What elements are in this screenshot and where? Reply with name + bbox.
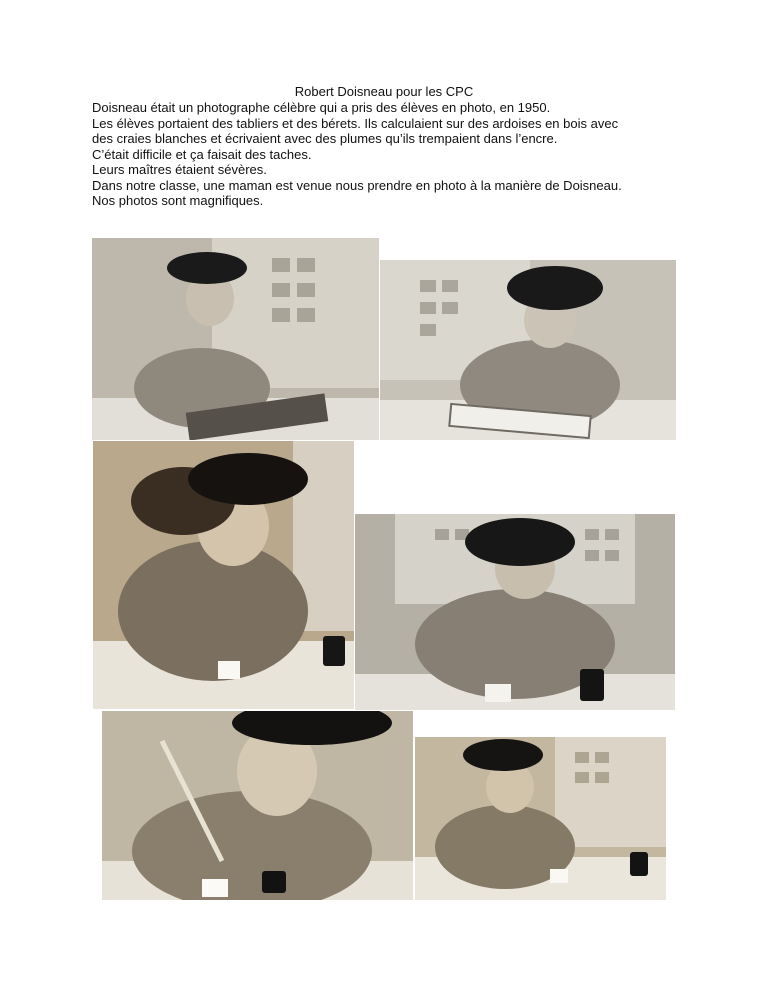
photo-girl-pen	[102, 711, 413, 900]
text-line: C’était difficile et ça faisait des taches.	[92, 146, 312, 162]
text-line: Nos photos sont magnifiques.	[92, 193, 264, 208]
photo-illustration	[415, 737, 666, 900]
photo-girl-ink-1	[93, 441, 354, 709]
photo-illustration	[355, 514, 675, 710]
photo-child-slate-2	[380, 260, 676, 440]
photo-illustration	[93, 441, 354, 709]
intro-paragraph	[92, 100, 692, 209]
photo-child-slate-1	[92, 238, 379, 440]
photo-illustration	[102, 711, 413, 900]
photo-illustration	[92, 238, 379, 440]
text-line: Leurs maîtres étaient sévères.	[92, 162, 267, 177]
text-line: Les élèves portaient des tabliers et des bérets. Ils calculaient sur des ardoises en bois avec	[92, 115, 619, 131]
page-title: Robert Doisneau pour les CPC	[294, 84, 474, 99]
photo-child-ink-2	[355, 514, 675, 710]
photo-illustration	[380, 260, 676, 440]
photo-girl-desk	[415, 737, 666, 900]
text-line: des craies blanches et écrivaient avec des plumes qu’ils trempaient dans l’encre.	[92, 131, 558, 146]
text-line: Dans notre classe, une maman est venue nous prendre en photo à la manière de Doisneau.	[92, 177, 622, 193]
text-line: Doisneau était un photographe célèbre qui a pris des élèves en photo, en 1950.	[92, 100, 551, 115]
